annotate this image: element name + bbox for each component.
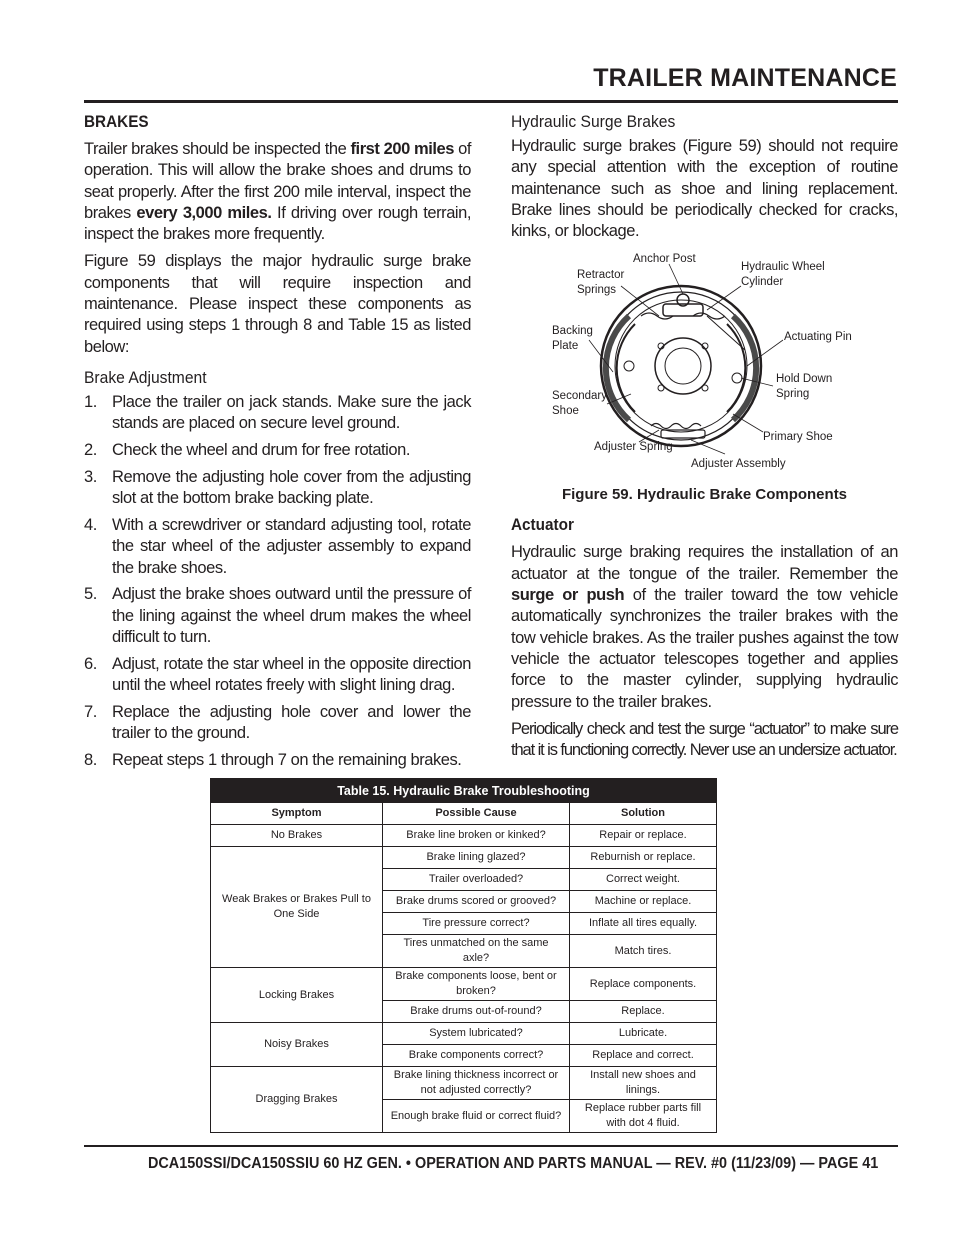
step-number: 7. bbox=[84, 702, 97, 721]
cause-cell: Brake components correct? bbox=[383, 1045, 570, 1067]
step-text: Replace the adjusting hole cover and lower the trailer to the ground. bbox=[112, 702, 471, 743]
figure-59-caption: Figure 59. Hydraulic Brake Components bbox=[561, 486, 848, 504]
cause-cell: Trailer overloaded? bbox=[383, 869, 570, 891]
brake-adjustment-heading: Brake Adjustment bbox=[84, 367, 207, 387]
solution-cell: Repair or replace. bbox=[570, 825, 717, 847]
brake-adjustment-steps bbox=[84, 392, 471, 771]
symptom-cell: Weak Brakes or Brakes Pull to One Side bbox=[211, 847, 383, 968]
label-backing-plate: Backing Plate bbox=[552, 325, 593, 353]
page-footer: DCA150SSI/DCA150SSIU 60 HZ GEN. • OPERATION AND PARTS MANUAL — REV. #0 (11/23/09) — PAGE 41 bbox=[147, 1155, 878, 1172]
solution-cell: Lubricate. bbox=[570, 1023, 717, 1045]
label-hydraulic-wheel-cylinder: Hydraulic Wheel Cylinder bbox=[741, 261, 825, 289]
hydraulic-surge-brakes-heading: Hydraulic Surge Brakes bbox=[511, 112, 676, 131]
label-retractor-springs: Retractor Springs bbox=[577, 269, 625, 297]
brakes-p1-bold-every-3000-miles: every 3,000 miles. bbox=[136, 203, 272, 222]
actuator-heading: Actuator bbox=[511, 515, 574, 535]
step-text: With a screwdriver or standard adjusting tool, rotate the star wheel of the adjuster assembly to expand the brake shoes. bbox=[112, 515, 471, 577]
step-item bbox=[84, 654, 471, 697]
label-hold-down-spring: Hold Down Spring bbox=[776, 373, 833, 401]
brakes-paragraph-1 bbox=[84, 139, 471, 245]
surge-paragraph: Hydraulic surge brakes (Figure 59) should not require any special attention with the exception of routine maintenance such as shoe and lining replacement. Brake lines should be periodically checked for cracks, kinks, or blockage. bbox=[511, 137, 898, 241]
actuator-p1-text-c: of the trailer toward the tow vehicle automatically synchronizes the trailer brakes with the tow vehicle brakes. As the trailer pushes against the tow vehicle the actuator telescopes together and applies force to the master cylinder, supplying hydraulic pressure to the trailer brakes. bbox=[511, 586, 898, 711]
step-number: 3. bbox=[84, 467, 97, 486]
footer-rule bbox=[84, 1145, 898, 1147]
brakes-heading: BRAKES bbox=[84, 112, 149, 131]
cause-cell: Brake lining thickness incorrect or not adjusted correctly? bbox=[383, 1067, 570, 1100]
brakes-p1-text-e: If driving over rough terrain, inspect the brakes more frequently. bbox=[84, 203, 471, 244]
step-text: Repeat steps 1 through 7 on the remaining brakes. bbox=[112, 750, 462, 769]
right-column bbox=[511, 112, 898, 767]
table-row bbox=[211, 847, 717, 869]
brake-drum-illustration bbox=[511, 254, 898, 484]
step-item bbox=[84, 392, 471, 435]
label-actuating-pin: Actuating Pin bbox=[784, 331, 852, 344]
solution-cell: Reburnish or replace. bbox=[570, 847, 717, 869]
label-adjuster-assembly: Adjuster Assembly bbox=[691, 458, 786, 471]
solution-cell: Match tires. bbox=[570, 935, 717, 968]
actuator-paragraph-1 bbox=[511, 542, 898, 712]
actuator-paragraph-2: Periodically check and test the surge “actuator” to make sure that it is functioning correctly. Never use an undersize actuator. bbox=[511, 719, 898, 760]
brakes-paragraph-2: Figure 59 displays the major hydraulic surge brake components that will require inspection and maintenance. Please inspect these components as required using steps 1 through 8 and Table 15 as listed below: bbox=[84, 252, 471, 356]
step-item bbox=[84, 440, 471, 461]
table-header-solution: Solution bbox=[570, 803, 717, 825]
step-text: Adjust the brake shoes outward until the pressure of the lining against the wheel drum makes the wheel difficult to turn. bbox=[112, 585, 471, 646]
label-primary-shoe: Primary Shoe bbox=[763, 431, 833, 444]
step-text: Adjust, rotate the star wheel in the opposite direction until the wheel rotates freely with slight lining drag. bbox=[112, 654, 471, 695]
step-item bbox=[84, 750, 471, 771]
step-number: 6. bbox=[84, 654, 97, 673]
step-item bbox=[84, 702, 471, 745]
left-column bbox=[84, 112, 471, 777]
cause-cell: Enough brake fluid or correct fluid? bbox=[383, 1100, 570, 1133]
step-number: 4. bbox=[84, 515, 97, 534]
cause-cell: Brake components loose, bent or broken? bbox=[383, 968, 570, 1001]
step-item bbox=[84, 467, 471, 510]
table-row bbox=[211, 825, 717, 847]
symptom-cell: Noisy Brakes bbox=[211, 1023, 383, 1067]
label-secondary-shoe: Secondary Shoe bbox=[552, 390, 607, 418]
table-row bbox=[211, 1023, 717, 1045]
symptom-cell: Locking Brakes bbox=[211, 968, 383, 1023]
brakes-p1-text-c: of operation. This will allow the brake shoes and drums to seat properly. After the first 200 mile interval, inspect the brakes bbox=[84, 140, 472, 222]
cause-cell: Brake line broken or kinked? bbox=[383, 825, 570, 847]
actuator-p1-text-a: Hydraulic surge braking requires the installation of an actuator at the tongue of the trailer. Remember the bbox=[511, 543, 898, 583]
page-header-title: TRAILER MAINTENANCE bbox=[593, 64, 897, 92]
symptom-cell: No Brakes bbox=[211, 825, 383, 847]
step-number: 2. bbox=[84, 441, 97, 460]
solution-cell: Correct weight. bbox=[570, 869, 717, 891]
solution-cell: Replace. bbox=[570, 1001, 717, 1023]
cause-cell: Brake drums scored or grooved? bbox=[383, 891, 570, 913]
solution-cell: Inflate all tires equally. bbox=[570, 913, 717, 935]
step-number: 8. bbox=[84, 750, 97, 769]
brakes-p1-text-a: Trailer brakes should be inspected the bbox=[84, 140, 351, 158]
brakes-p1-bold-first-200-miles: first 200 miles bbox=[350, 140, 454, 158]
table-title: Table 15. Hydraulic Brake Troubleshooting bbox=[211, 779, 717, 803]
solution-cell: Machine or replace. bbox=[570, 891, 717, 913]
table-row bbox=[211, 968, 717, 1001]
step-item bbox=[84, 584, 471, 648]
header-rule bbox=[84, 100, 898, 103]
cause-cell: Tires unmatched on the same axle? bbox=[383, 935, 570, 968]
cause-cell: Brake lining glazed? bbox=[383, 847, 570, 869]
label-adjuster-spring: Adjuster Spring bbox=[594, 441, 673, 454]
solution-cell: Replace rubber parts fill with dot 4 fluid. bbox=[570, 1100, 717, 1133]
solution-cell: Replace and correct. bbox=[570, 1045, 717, 1067]
table-header-possible-cause: Possible Cause bbox=[383, 803, 570, 825]
step-number: 5. bbox=[84, 585, 97, 604]
symptom-cell: Dragging Brakes bbox=[211, 1067, 383, 1133]
step-text: Place the trailer on jack stands. Make sure the jack stands are placed on secure level ground. bbox=[112, 392, 471, 433]
table-header-symptom: Symptom bbox=[211, 803, 383, 825]
actuator-p1-bold-surge-or-push: surge or push bbox=[511, 586, 625, 605]
step-number: 1. bbox=[84, 392, 97, 411]
troubleshooting-table bbox=[210, 778, 717, 1133]
solution-cell: Install new shoes and linings. bbox=[570, 1067, 717, 1100]
cause-cell: Brake drums out-of-round? bbox=[383, 1001, 570, 1023]
cause-cell: System lubricated? bbox=[383, 1023, 570, 1045]
step-item bbox=[84, 515, 471, 579]
table-body bbox=[211, 825, 717, 1133]
solution-cell: Replace components. bbox=[570, 968, 717, 1001]
step-text: Check the wheel and drum for free rotation. bbox=[112, 441, 410, 460]
figure-59-brake-diagram bbox=[511, 254, 898, 484]
step-text: Remove the adjusting hole cover from the adjusting slot at the bottom brake backing plate. bbox=[112, 467, 471, 508]
cause-cell: Tire pressure correct? bbox=[383, 913, 570, 935]
label-anchor-post: Anchor Post bbox=[633, 253, 696, 266]
table-row bbox=[211, 1067, 717, 1100]
